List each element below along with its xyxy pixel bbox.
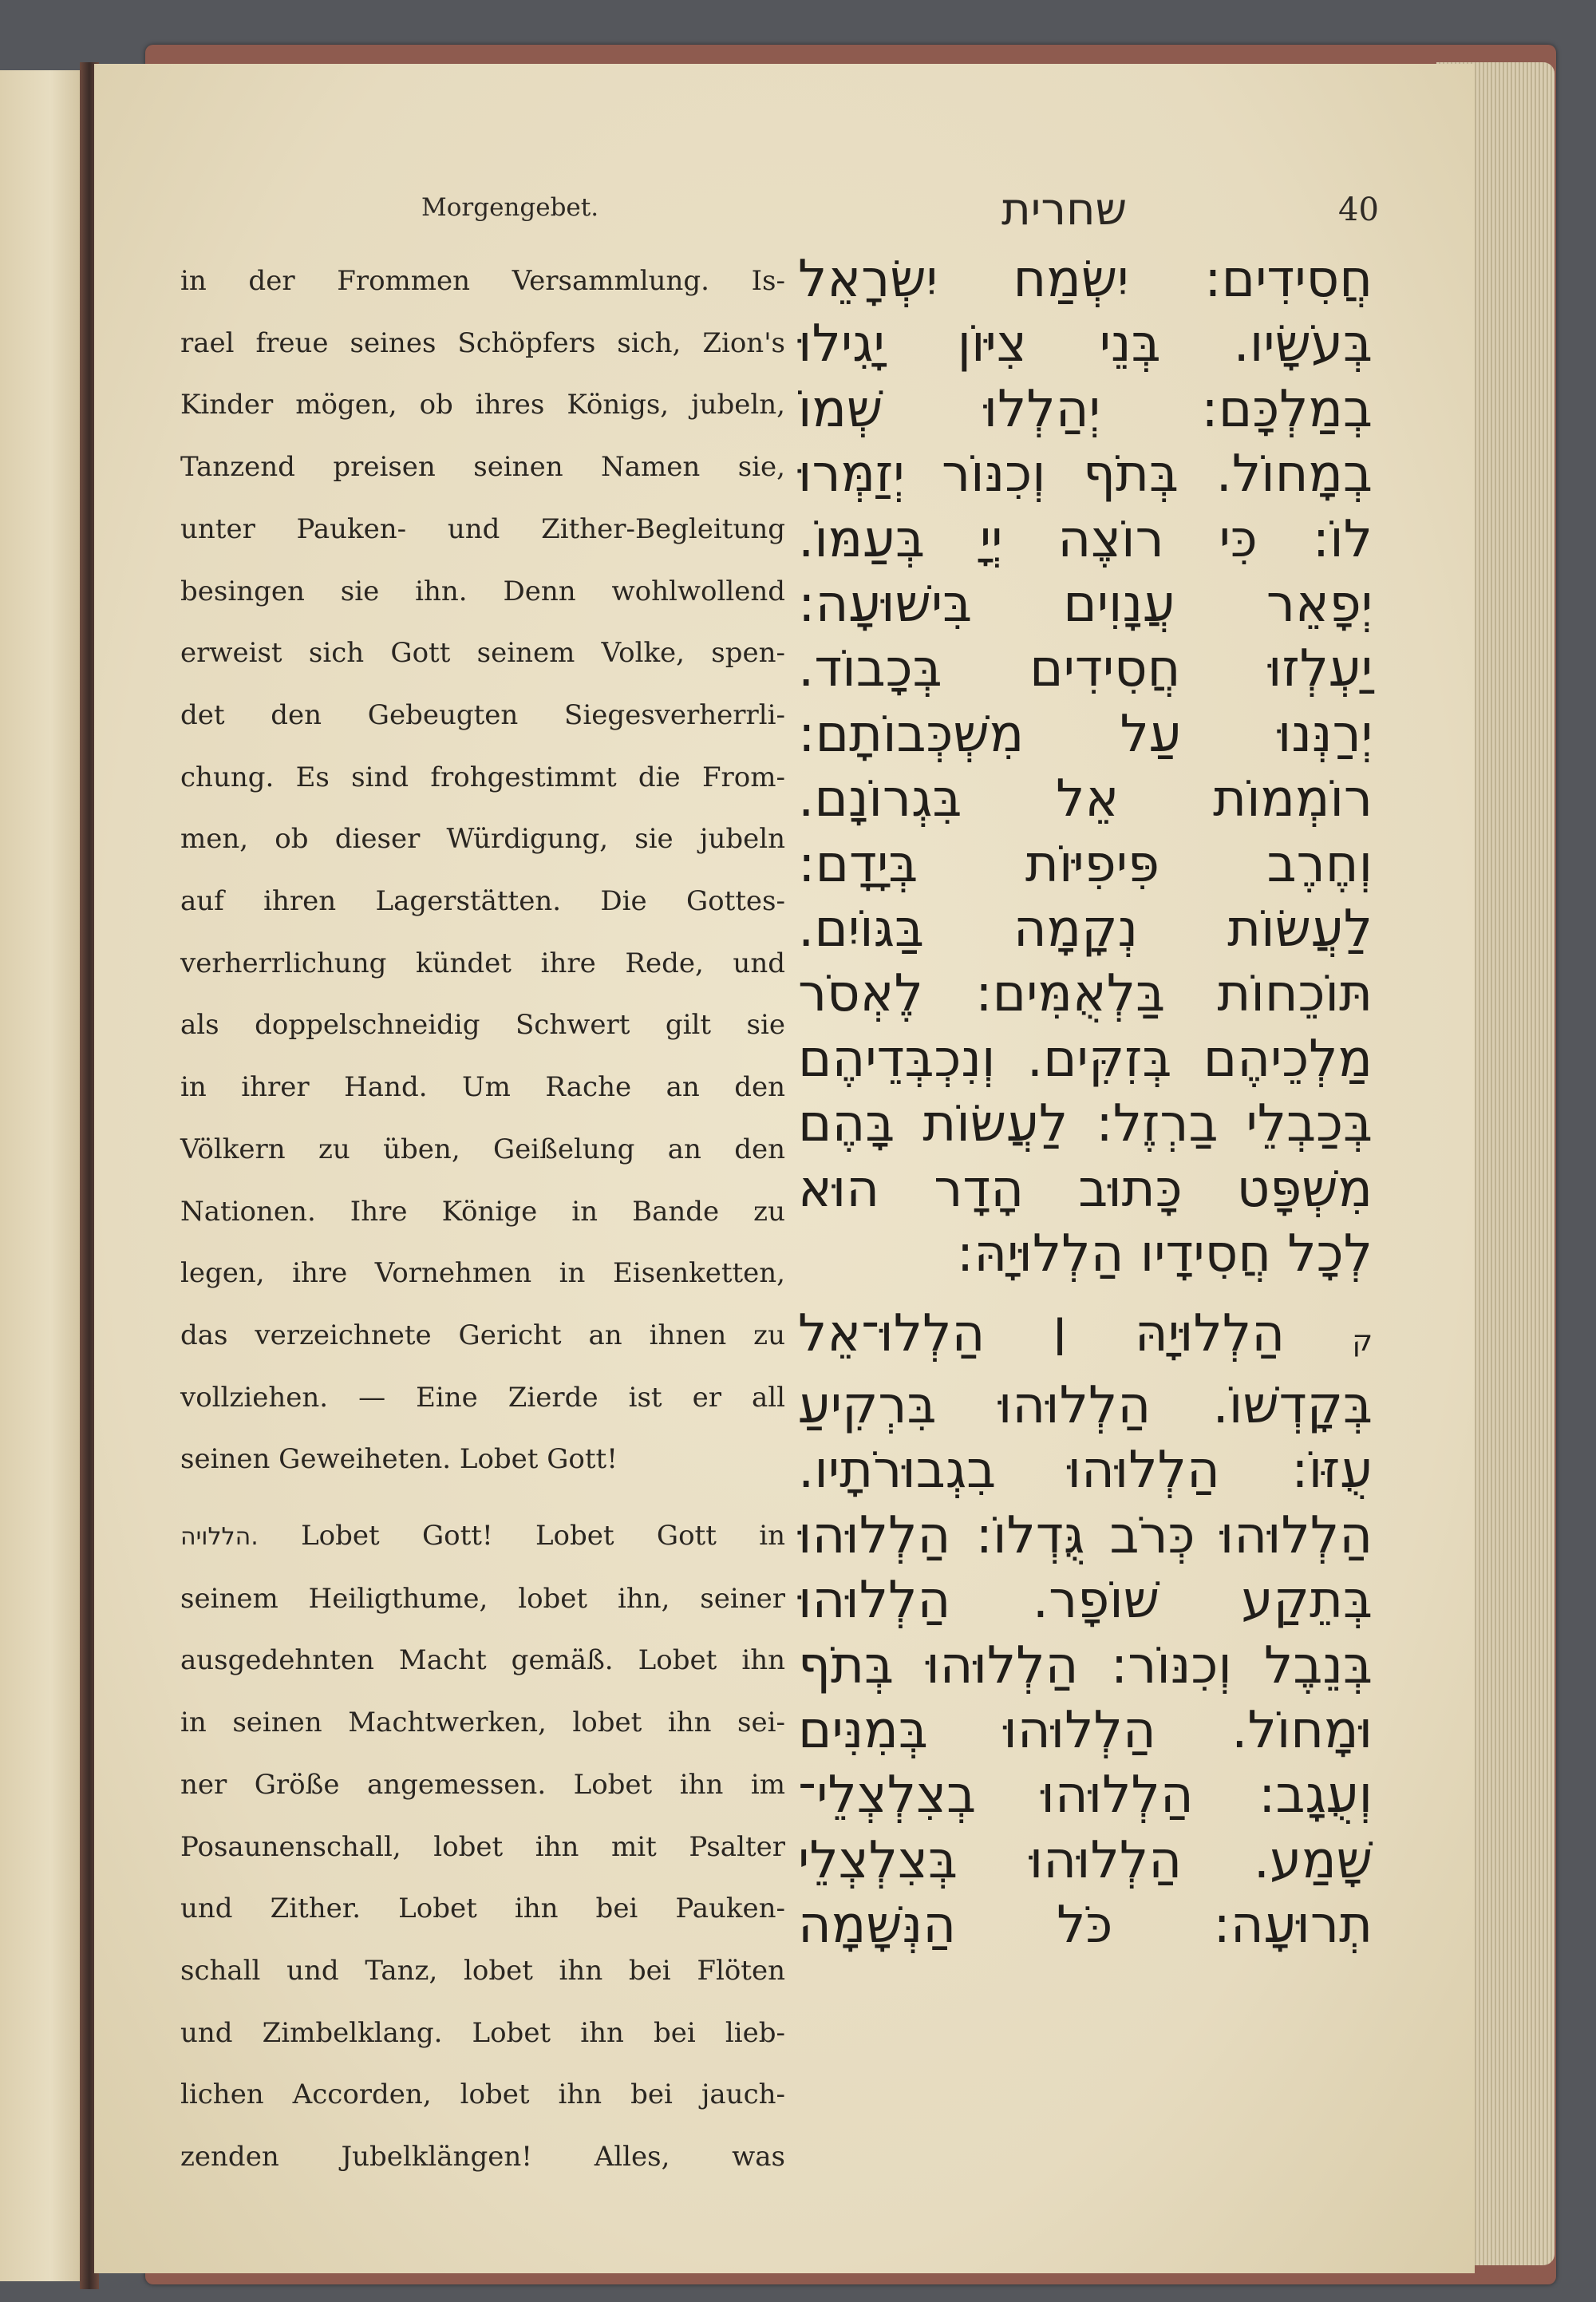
text-line: legen, ihre Vornehmen in Eisenketten, <box>180 1257 785 1290</box>
text-line: Nationen. Ihre Könige in Bande zu <box>180 1195 785 1228</box>
hebrew-line: לַעֲשׂוֹת נְקָמָה בַּגּוֹיִם. <box>798 900 1373 959</box>
hebrew-line: חֲסִידִים: יִשְׂמַח יִשְׂרָאֵל <box>798 250 1373 309</box>
text-line: Posaunenschall, lobet ihn mit Psalter <box>180 1830 785 1863</box>
hebrew-line: וְחֶרֶב פִּיפִיּוֹת בְּיָדָם: <box>798 834 1373 894</box>
psalm-marker: ק <box>1352 1324 1373 1358</box>
hebrew-line: בְּתֵקַע שׁוֹפָר. הַלְלוּהוּ <box>798 1571 1373 1631</box>
text-line: lichen Accorden, lobet ihn bei jauch- <box>180 2079 785 2111</box>
text-line: das verzeichnete Gericht an ihnen zu <box>180 1319 785 1351</box>
text-line: Völkern zu üben, Geißelung an den <box>180 1133 785 1165</box>
text-line: besingen sie ihn. Denn wohlwollend <box>180 575 785 607</box>
text-line: det den Gebeugten Siegesverherrli- <box>180 698 785 731</box>
text-line: ner Größe angemessen. Lobet ihn im <box>180 1768 785 1801</box>
running-head-hebrew: שחרית <box>1001 184 1128 235</box>
german-paragraph <box>180 251 785 1491</box>
hebrew-line: לוֹ: כִּי רוֹצֶה יְיָ בְּעַמּוֹ. <box>798 509 1373 569</box>
text-line: unter Pauken- und Zither-Begleitung <box>180 512 785 545</box>
text-line-rest: Lobet Gott! Lobet Gott in <box>301 1520 785 1552</box>
text-line: seinem Heiligthume, lobet ihn, seiner <box>180 1582 785 1615</box>
hebrew-line: רוֹמְמוֹת אֵל בִּגְרוֹנָם. <box>798 769 1373 829</box>
text-line: in der Frommen Versammlung. Is- <box>180 265 785 297</box>
hebrew-line: מַלְכֵיהֶם בְּזִקִּים. וְנִכְבְּדֵיהֶם <box>798 1029 1373 1089</box>
page-number: 40 <box>1338 192 1379 228</box>
german-translation-column <box>180 251 785 2189</box>
text-line: auf ihren Lagerstätten. Die Gottes- <box>180 885 785 918</box>
text-line: zenden Jubelklängen! Alles, was <box>180 2141 785 2173</box>
running-head-german: Morgengebet. <box>421 193 599 222</box>
text-line: und Zimbelklang. Lobet ihn bei lieb- <box>180 2016 785 2049</box>
hebrew-line: בְּקָדְשׁוֹ. הַלְלוּהוּ בִּרְקִיעַ <box>798 1375 1373 1435</box>
text-line: rael freue seines Schöpfers sich, Zion's <box>180 326 785 359</box>
text-line: verherrlichung kündet ihre Rede, und <box>180 947 785 979</box>
hebrew-line: וּמָחוֹל. הַלְלוּהוּ בְּמִנִּים <box>798 1700 1373 1760</box>
hebrew-line <box>798 1302 1373 1374</box>
text-line: chung. Es sind frohgestimmt die From- <box>180 761 785 793</box>
text-line: erweist sich Gott seinem Volke, spen- <box>180 637 785 670</box>
hebrew-line: תְרוּעָה: כֹּל הַנְּשָׁמָה <box>798 1896 1373 1956</box>
hebrew-line: בְמָחוֹל. בְּתֹף וְכִנּוֹר יְזַמְּרוּ <box>798 445 1373 504</box>
hebrew-block <box>798 247 1373 1287</box>
german-paragraph <box>180 1505 785 2189</box>
text-line: ausgedehnten Macht gemäß. Lobet ihn <box>180 1644 785 1677</box>
text-line: in seinen Machtwerken, lobet ihn sei- <box>180 1707 785 1739</box>
hebrew-line: לְכָל חֲסִידָיו הַלְלוּיָהּ: <box>956 1224 1373 1284</box>
text-line: Kinder mögen, ob ihres Königs, jubeln, <box>180 389 785 421</box>
text-line: schall und Tanz, lobet ihn bei Flöten <box>180 1954 785 1987</box>
hebrew-line: מִשְׁפָּט כָּתוּב הָדָר הוּא <box>798 1159 1373 1219</box>
hebrew-line-rest: הַלְלוּיָהּ ׀ הַלְלוּ־אֵל <box>798 1303 1286 1363</box>
text-line: vollziehen. — Eine Zierde ist er all <box>180 1381 785 1414</box>
hebrew-line: בְּנֵבֶל וְכִנּוֹר: הַלְלוּהוּ בְּתֹף <box>798 1636 1373 1695</box>
text-line: als doppelschneidig Schwert gilt sie <box>180 1009 785 1042</box>
hebrew-line: בְּעֹשָׂיו. בְּנֵי צִיּוֹן יָגִילוּ <box>798 314 1373 374</box>
text-line: men, ob dieser Würdigung, sie jubeln <box>180 823 785 856</box>
hebrew-lead-word: הללויה. <box>180 1523 259 1552</box>
text-line <box>180 1505 785 1568</box>
hebrew-line: תּוֹכֵחוֹת בַּלְאֻמִּים: לֶאְסֹר <box>798 964 1373 1024</box>
hebrew-line: יְרַנְּנוּ עַל מִשְׁכְּבוֹתָם: <box>798 704 1373 764</box>
text-line: seinen Geweiheten. Lobet Gott! <box>180 1443 618 1476</box>
hebrew-line: יַעְלְזוּ חֲסִידִים בְּכָבוֹד. <box>798 639 1373 699</box>
hebrew-line: שָׁמַע. הַלְלוּהוּ בְּצִלְצְלֵי <box>798 1830 1373 1890</box>
text-line: und Zither. Lobet ihn bei Pauken- <box>180 1893 785 1925</box>
hebrew-line: עֻזּוֹ: הַלְלוּהוּ בִגְבוּרֹתָיו. <box>798 1441 1373 1501</box>
hebrew-block <box>798 1302 1373 1959</box>
hebrew-line: וְעֻגָב: הַלְלוּהוּ בְצִלְצְלֵי־ <box>798 1766 1373 1825</box>
hebrew-text-column <box>798 247 1373 1959</box>
hebrew-line: יְפָאֵר עֲנָוִים בִּישׁוּעָה: <box>798 575 1373 635</box>
hebrew-line: הַלְלוּהוּ כְּרֹב גֻּדְלוֹ: הַלְלוּהוּ <box>798 1505 1373 1565</box>
text-line: Tanzend preisen seinen Namen sie, <box>180 451 785 484</box>
hebrew-line: בְּכַבְלֵי בַרְזֶל: לַעֲשׂוֹת בָּהֶם <box>798 1094 1373 1154</box>
text-line: in ihrer Hand. Um Rache an den <box>180 1071 785 1104</box>
hebrew-line: בְמַלְכָּם: יְהַלְלוּ שְׁמוֹ <box>798 379 1373 439</box>
left-page-edge <box>0 70 85 2281</box>
